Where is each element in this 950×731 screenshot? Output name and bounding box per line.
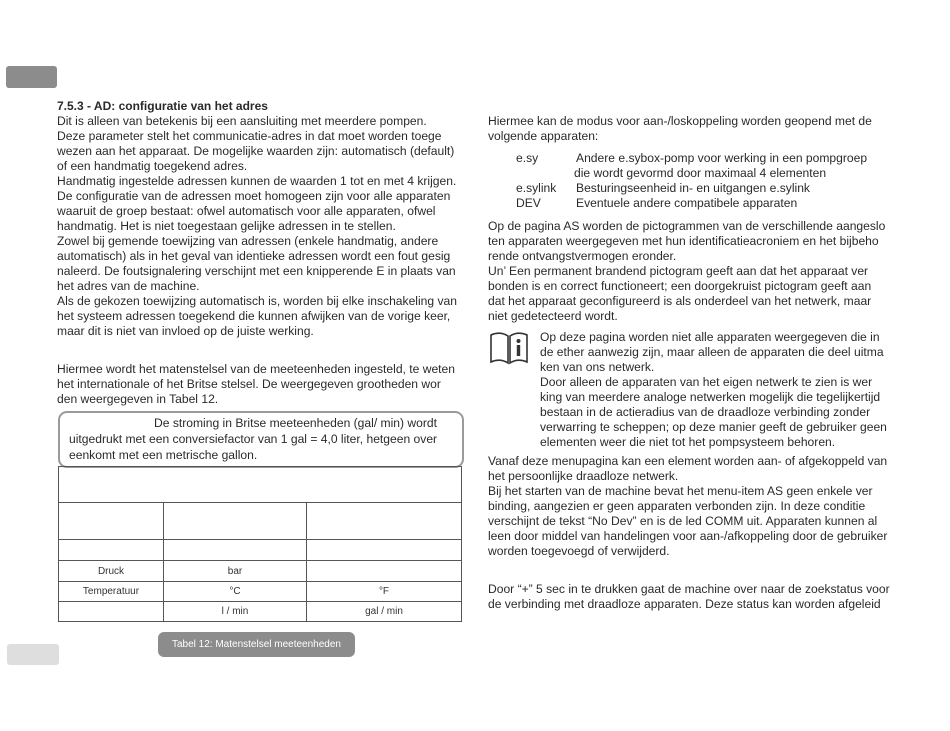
table-cell: Druck — [59, 561, 164, 582]
text-line: bonden is en correct functioneert; een doorgekruist pictogram geeft aan — [488, 279, 872, 293]
text-line: ken van ons netwerk. — [540, 360, 655, 374]
table-row — [59, 561, 462, 582]
list-item — [516, 166, 895, 181]
text-line: die wordt gevormd door maximaal 4 elementen — [574, 166, 827, 180]
device-description: Besturingseenheid in- en uitgangen e.sylink — [576, 181, 810, 195]
paragraph-automatic-assignment — [57, 294, 462, 339]
list-item — [516, 196, 895, 211]
text-line: rende ontvangstvermogen eronder. — [488, 249, 677, 263]
text-line: waaruit de groep bestaat: ofwel automatisch voor alle apparaten, ofwel — [57, 204, 436, 218]
note-box — [58, 411, 464, 468]
device-code: e.sylink — [516, 181, 557, 195]
device-code: e.sy — [516, 151, 539, 165]
page-tab-marker — [6, 66, 57, 88]
device-list — [516, 151, 895, 211]
text-line: Bij het starten van de machine bevat het menu-item AS geen enkele ver — [488, 484, 873, 498]
page-number-tab — [7, 644, 59, 665]
right-column — [488, 114, 895, 612]
text-line: Op deze pagina worden niet alle apparaten weergegeven die in — [540, 330, 880, 344]
table-row — [59, 582, 462, 602]
table-cell: °C — [164, 582, 307, 602]
text-line: Zowel bij gemende toewijzing van adressen (enkele handmatig, andere — [57, 234, 439, 248]
text-line: de ether aanwezig zijn, maar alleen de apparaten die deel uitma — [540, 345, 884, 359]
section-heading: 7.5.3 - AD: configuratie van het adres — [57, 99, 268, 113]
table-cell — [59, 540, 164, 561]
text-line: Door alleen de apparaten van het eigen netwerk te zien is wer — [540, 375, 873, 389]
paragraph-icon-states — [488, 264, 895, 324]
table-row — [59, 540, 462, 561]
table-header-row — [59, 503, 462, 540]
text-line: handmatig. Het is niet toegestaan gelijke adressen in te stellen. — [57, 219, 396, 233]
text-line: het adres van de machine. — [57, 279, 200, 293]
device-description — [576, 166, 895, 181]
text-line: volgende apparaten: — [488, 129, 599, 143]
text-line: Op de pagina AS worden de pictogrammen van de verschillende aangeslo — [488, 219, 886, 233]
text-line: binding, aangezien er geen apparaten verbonden zijn. In deze conditie — [488, 499, 866, 513]
note-line: uitgedrukt met een conversiefactor van 1 gal = 4,0 liter, hetgeen over — [69, 432, 438, 446]
text-line: verschijnt de tekst “No Dev” en is de led COMM uit. Apparaten kunnen al — [488, 514, 878, 528]
paragraph-icons — [488, 219, 895, 264]
text-line: het persoonlijke draadloze netwerk. — [488, 469, 679, 483]
table-cell: l / min — [164, 602, 307, 622]
table-cell — [307, 503, 462, 540]
units-table — [58, 466, 462, 622]
text-line: dat het apparaat geconfigureerd is als onderdeel van het netwerk, maar — [488, 294, 872, 308]
text-line: bestaan in de actieradius van de draadloze verbinding zonder — [540, 405, 871, 419]
paragraph-error-signal — [57, 234, 462, 294]
paragraph-pairing-intro — [488, 114, 895, 144]
text-line: den weergegeven in Tabel 12. — [57, 392, 219, 406]
info-book-icon — [488, 330, 540, 450]
text-line: wezen aan het apparaat. De mogelijke waarden zijn: automatisch (default) — [57, 144, 455, 158]
text-line: worden toegevoegd of verwijderd. — [488, 544, 670, 558]
text-line: De configuratie van de adressen moet homogeen zijn voor alle apparaten — [57, 189, 451, 203]
list-item — [516, 151, 895, 166]
paragraph-menu-page — [488, 454, 895, 484]
paragraph-search-status — [488, 582, 895, 612]
paragraph-manual-addresses — [57, 174, 462, 234]
table-cell — [164, 540, 307, 561]
text-line: ten apparaten weergegeven met hun identificatieacroniem en het bijbeho — [488, 234, 879, 248]
text-line: Dit is alleen van betekenis bij een aansluiting met meerdere pompen. — [57, 114, 427, 128]
note-line: eenkomt met een metrische gallon. — [69, 448, 258, 462]
table-caption: Tabel 12: Matenstelsel meeteenheden — [158, 632, 355, 657]
list-item — [516, 181, 895, 196]
paragraph-startup — [488, 484, 895, 559]
paragraph-address-intro — [57, 114, 462, 174]
text-line: Door “+” 5 sec in te drukken gaat de machine over naar de zoekstatus voor — [488, 582, 890, 596]
table-cell: bar — [164, 561, 307, 582]
table-cell — [59, 503, 164, 540]
table-cell: Temperatuur — [59, 582, 164, 602]
text-line: het internationale of het Britse stelsel. De weergegeven grootheden wor — [57, 377, 441, 391]
text-line: het systeem adressen toegekend die kunnen afwijken van de vorige keer, — [57, 309, 451, 323]
text-line: de verbinding met draadloze apparaten. Deze status kan worden afgeleid — [488, 597, 881, 611]
info-text — [540, 330, 895, 450]
info-note — [488, 330, 895, 450]
table-title-row — [59, 467, 462, 503]
text-line: leen door middel van handelingen voor aan-/afkoppeling door de gebruiker — [488, 529, 888, 543]
text-line: Vanaf deze menupagina kan een element worden aan- of afgekoppeld van — [488, 454, 888, 468]
left-column — [57, 99, 462, 407]
text-line: Un’ Een permanent brandend pictogram geeft aan dat het apparaat ver — [488, 264, 869, 278]
paragraph-unit-system — [57, 362, 462, 407]
text-line: niet gedetecteerd wordt. — [488, 309, 618, 323]
table-cell — [307, 561, 462, 582]
table-cell: gal / min — [307, 602, 462, 622]
text-line: Deze parameter stelt het communicatie-adres in dat moet worden toege — [57, 129, 442, 143]
text-line: maar dit is niet van invloed op de juiste werking. — [57, 324, 314, 338]
text-line: Handmatig ingestelde adressen kunnen de waarden 1 tot en met 4 krijgen. — [57, 174, 457, 188]
note-line: De stroming in Britse meeteenheden (gal/ min) wordt — [154, 416, 437, 430]
text-line: Hiermee wordt het matenstelsel van de meeteenheden ingesteld, te weten — [57, 362, 455, 376]
table-row — [59, 602, 462, 622]
table-cell: °F — [307, 582, 462, 602]
text-line: king van meerdere analoge netwerken mogelijk die tegelijkertijd — [540, 390, 881, 404]
text-line: elementen weer die niet tot het pompsysteem behoren. — [540, 435, 836, 449]
device-code: DEV — [516, 196, 541, 210]
text-line: verwarring te scheppen; op deze manier geeft de gebruiker geen — [540, 420, 887, 434]
text-line: Als de gekozen toewijzing automatisch is, worden bij elke inschakeling van — [57, 294, 457, 308]
table-cell — [164, 503, 307, 540]
text-line: Andere e.sybox-pomp voor werking in een pompgroep — [576, 151, 868, 165]
text-line: naleerd. De foutsignalering verschijnt met een knipperende E in plaats van — [57, 264, 456, 278]
table-cell — [59, 467, 462, 503]
text-line: automatisch) als in het geval van identieke adressen wordt een fout gesig — [57, 249, 451, 263]
device-description — [576, 151, 895, 166]
text-line: Hiermee kan de modus voor aan-/loskoppeling worden geopend met de — [488, 114, 872, 128]
table-cell — [59, 602, 164, 622]
text-line: of een handmatig toegekend adres. — [57, 159, 248, 173]
table-cell — [307, 540, 462, 561]
device-description: Eventuele andere compatibele apparaten — [576, 196, 798, 210]
